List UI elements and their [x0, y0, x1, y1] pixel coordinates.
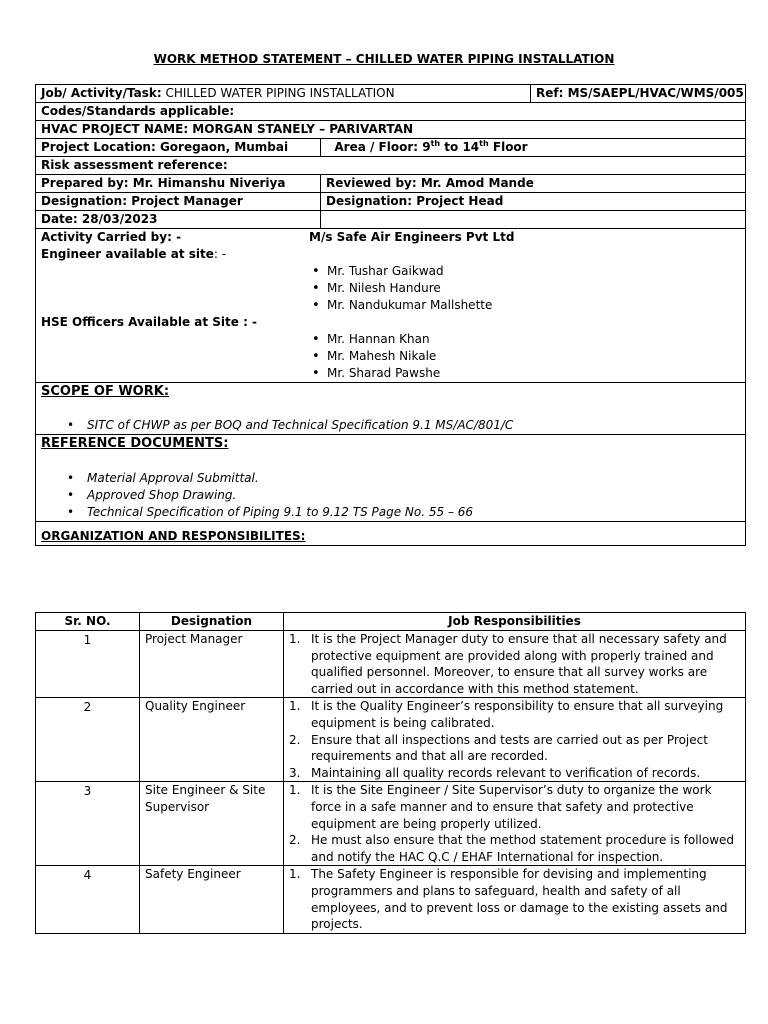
job-cell — [284, 866, 746, 933]
engineer-suffix: : - — [213, 247, 227, 261]
header-row-project — [36, 121, 746, 139]
list-item: • Mr. Sharad Pawshe — [309, 365, 729, 382]
list-item: 1. The Safety Engineer is responsible for devising and implementing programmers and plans to safeguard, health and safety of all employees, and to prevent loss or damage to the existing assets and projects. — [289, 867, 728, 932]
table-row — [36, 866, 746, 933]
list-item: • Material Approval Submittal. — [41, 470, 740, 487]
list-item: • Mr. Nilesh Handure — [309, 280, 729, 297]
header-row-codes — [36, 103, 746, 121]
organization-cell — [36, 522, 746, 546]
area-sup-1: th — [430, 139, 441, 148]
engineer-list — [309, 263, 729, 314]
header-row-job — [36, 85, 746, 103]
column-header-job: Job Responsibilities — [284, 613, 746, 631]
list-item: • Mr. Tushar Gaikwad — [309, 263, 729, 280]
header-row-location — [36, 139, 746, 157]
responsibilities-header-row — [36, 613, 746, 631]
header-row-designation — [36, 193, 746, 211]
organization-row — [36, 522, 746, 546]
header-row-activity — [36, 229, 746, 383]
table-row — [36, 631, 746, 698]
project-name-cell: HVAC PROJECT NAME: MORGAN STANELY – PARIVARTAN — [36, 121, 746, 139]
area-mid: to 14 — [440, 140, 480, 154]
engineer-label: Engineer available at site — [41, 247, 214, 261]
organization-heading: ORGANIZATION AND RESPONSIBILITES: — [41, 529, 306, 543]
header-row-prepared — [36, 175, 746, 193]
column-header-designation: Designation — [140, 613, 284, 631]
ref-cell: Ref: MS/SAEPL/HVAC/WMS/005 — [531, 85, 746, 103]
list-item: 2. He must also ensure that the method statement procedure is followed and notify the HAC Q.C / EHAF International for inspection. — [289, 833, 735, 864]
column-header-sr: Sr. NO. — [36, 613, 140, 631]
activity-cell — [36, 229, 746, 383]
activity-label: Activity Carried by: - — [41, 230, 182, 244]
responsibility-text: It is the Project Manager duty to ensure that all necessary safety and protective equipment are provided along with properly trained and qualified personnel. Moreover, to ensure that all survey works are carried out in accordance with this method statement. — [311, 632, 727, 696]
job-cell — [284, 698, 746, 782]
reviewed-by-cell: Reviewed by: Mr. Amod Mande — [321, 175, 746, 193]
scope-row — [36, 383, 746, 435]
list-item: • Mr. Hannan Khan — [309, 331, 729, 348]
table-row — [36, 698, 746, 782]
list-item: 1. It is the Project Manager duty to ensure that all necessary safety and protective equipment are provided along with properly trained and qualified personnel. Moreover, to ensure that all survey works are carried out in accordance with this method statement. — [289, 632, 727, 696]
responsibility-text: The Safety Engineer is responsible for devising and implementing programmers and plans to safeguard, health and safety of all employees, and to prevent loss or damage to the existing assets and projects. — [311, 867, 728, 932]
designation-cell: Site Engineer & Site Supervisor — [140, 782, 284, 866]
scope-list — [41, 417, 740, 434]
list-item: • SITC of CHWP as per BOQ and Technical Specification 9.1 MS/AC/801/C — [41, 417, 740, 434]
hse-label: HSE Officers Available at Site : - — [41, 315, 258, 329]
responsibility-list — [289, 866, 740, 932]
designation-left-cell: Designation: Project Manager — [36, 193, 321, 211]
designation-cell: Safety Engineer — [140, 866, 284, 933]
responsibility-list — [289, 631, 740, 697]
scope-cell — [36, 383, 746, 435]
list-item: • Approved Shop Drawing. — [41, 487, 740, 504]
table-row — [36, 782, 746, 866]
list-item: • Technical Specification of Piping 9.1 to 9.12 TS Page No. 55 – 66 — [41, 504, 740, 521]
references-row — [36, 435, 746, 522]
header-row-date — [36, 211, 746, 229]
job-value: CHILLED WATER PIPING INSTALLATION — [165, 86, 395, 100]
location-cell: Project Location: Goregaon, Mumbai — [36, 139, 321, 157]
job-cell — [36, 85, 531, 103]
codes-cell: Codes/Standards applicable: — [36, 103, 746, 121]
references-list — [41, 470, 740, 521]
list-item: 1. It is the Site Engineer / Site Supervisor’s duty to organize the work force in a safe manner and to ensure that safety and protective equipment are being properly utilized. — [289, 783, 712, 831]
responsibility-text: He must also ensure that the method statement procedure is followed and notify the HAC Q.C / EHAF International for inspection. — [311, 833, 735, 864]
job-cell — [284, 782, 746, 866]
area-sup-2: th — [479, 139, 489, 148]
risk-cell: Risk assessment reference: — [36, 157, 746, 175]
sr-cell: 2 — [36, 698, 140, 782]
responsibility-text: It is the Site Engineer / Site Supervisor’s duty to organize the work force in a safe manner and to ensure that safety and protective equipment are being properly utilized. — [311, 783, 712, 831]
designation-right-cell: Designation: Project Head — [321, 193, 746, 211]
area-suffix: Floor — [488, 140, 528, 154]
designation-cell: Project Manager — [140, 631, 284, 698]
header-row-risk — [36, 157, 746, 175]
sr-cell: 4 — [36, 866, 140, 933]
sr-cell: 1 — [36, 631, 140, 698]
responsibility-text: Maintaining all quality records relevant to verification of records. — [311, 765, 701, 780]
date-empty-cell — [321, 211, 746, 229]
date-cell: Date: 28/03/2023 — [36, 211, 321, 229]
responsibility-list — [289, 698, 740, 781]
references-heading: REFERENCE DOCUMENTS: — [41, 436, 229, 451]
header-table — [35, 84, 746, 546]
scope-heading: SCOPE OF WORK: — [41, 384, 170, 399]
job-cell — [284, 631, 746, 698]
list-item: 2. Ensure that all inspections and tests are carried out as per Project requirements and that all are recorded. — [289, 732, 708, 764]
hse-list — [309, 331, 729, 382]
references-cell — [36, 435, 746, 522]
area-cell — [321, 139, 746, 157]
list-item: 3. Maintaining all quality records relevant to verification of records. — [289, 765, 701, 780]
area-prefix: Area / Floor: 9 — [334, 140, 431, 154]
list-item: • Mr. Mahesh Nikale — [309, 348, 729, 365]
list-item: • Mr. Nandukumar Mallshette — [309, 297, 729, 314]
responsibility-text: Ensure that all inspections and tests are carried out as per Project requirements and that all are recorded. — [311, 732, 708, 764]
designation-cell: Quality Engineer — [140, 698, 284, 782]
activity-company: M/s Safe Air Engineers Pvt Ltd — [309, 230, 515, 244]
list-item: 1. It is the Quality Engineer’s responsibility to ensure that all surveying equipment is being calibrated. — [289, 699, 724, 730]
job-label: Job/ Activity/Task: — [41, 86, 162, 100]
prepared-by-cell: Prepared by: Mr. Himanshu Niveriya — [36, 175, 321, 193]
responsibility-text: It is the Quality Engineer’s responsibility to ensure that all surveying equipment is being calibrated. — [311, 699, 724, 730]
document-title: WORK METHOD STATEMENT – CHILLED WATER PIPING INSTALLATION — [153, 52, 615, 66]
responsibilities-table — [35, 612, 746, 934]
sr-cell: 3 — [36, 782, 140, 866]
responsibility-list — [289, 782, 740, 865]
